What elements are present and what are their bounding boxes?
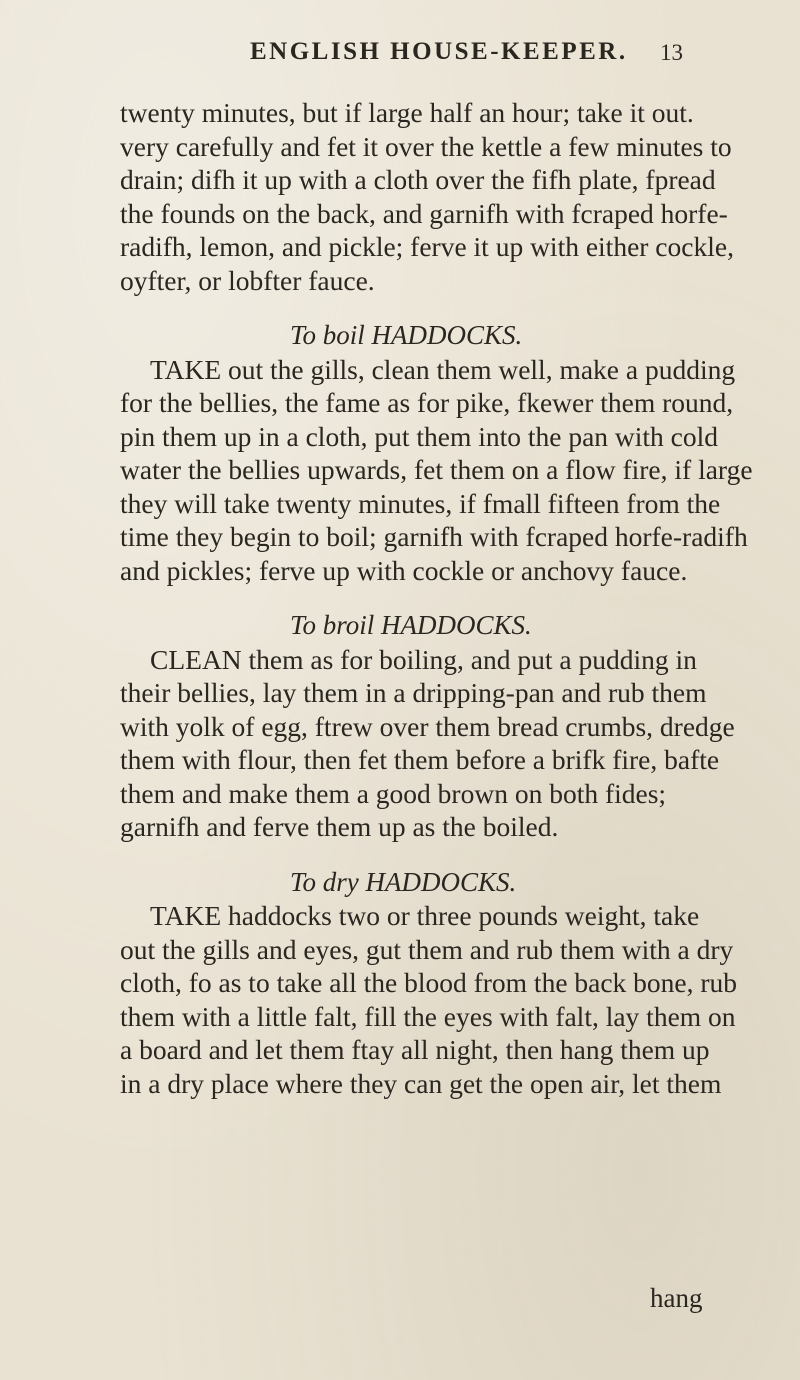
running-head-title: ENGLISH HOUSE-KEEPER. [250,38,628,65]
text-line: their bellies, lay them in a dripping-pan and rub them [120,677,707,708]
recipe-broil-haddocks [120,609,800,844]
catchword: hang [650,1283,703,1313]
text-line: radifh, lemon, and pickle; ferve it up with either cockle, [120,231,734,262]
page-number: 13 [660,40,683,65]
text-line: them and make them a good brown on both fides; [120,777,667,809]
recipe-heading: To boil HADDOCKS. [290,320,523,350]
text-line: and pickles; ferve up with cockle or anchovy fauce. [120,554,688,586]
continued-paragraph [120,96,800,297]
text-line: they will take twenty minutes, if fmall fifteen from the [120,487,721,519]
text-line: pin them up in a cloth, put them into the pan with cold [120,420,719,452]
text-line: cloth, fo as to take all the blood from the back bone, rub [120,967,738,998]
text-line: CLEAN them as for boiling, and put a pudding in [150,643,697,675]
recipe-heading: To broil HADDOCKS. [290,610,532,640]
text-line: very carefully and fet it over the kettle a few minutes to [120,130,732,162]
text-line: them with flour, then fet them before a brifk fire, bafte [120,744,720,775]
text-line: TAKE haddocks two or three pounds weight, take [150,900,700,931]
text-line: drain; difh it up with a cloth over the fifh plate, fpread [120,164,716,195]
text-line: oyfter, or lobfter fauce. [120,264,375,296]
text-line: time they begin to boil; garnifh with fcraped horfe-radifh [120,521,748,552]
text-line: them with a little falt, fill the eyes with falt, lay them on [120,1000,736,1032]
text-line: TAKE out the gills, clean them well, make a pudding [150,353,736,385]
text-line: the founds on the back, and garnifh with fcraped horfe- [120,197,728,229]
recipe-dry-haddocks [120,866,800,1101]
running-head [0,38,800,78]
text-line: in a dry place where they can get the open air, let them [120,1067,722,1099]
recipe-boil-haddocks [120,319,800,587]
text-line: out the gills and eyes, gut them and rub them with a dry [120,933,734,965]
text-line: garnifh and ferve them up as the boiled. [120,811,559,842]
text-line: with yolk of egg, ftrew over them bread crumbs, dredge [120,710,735,742]
text-line: water the bellies upwards, fet them on a flow fire, if large [120,454,753,485]
body-text [120,96,800,1100]
text-line: a board and let them ftay all night, then hang them up [120,1034,710,1065]
text-line: twenty minutes, but if large half an hour; take it out. [120,97,694,128]
text-line: for the bellies, the fame as for pike, fkewer them round, [120,387,734,418]
recipe-heading: To dry HADDOCKS. [290,866,517,897]
